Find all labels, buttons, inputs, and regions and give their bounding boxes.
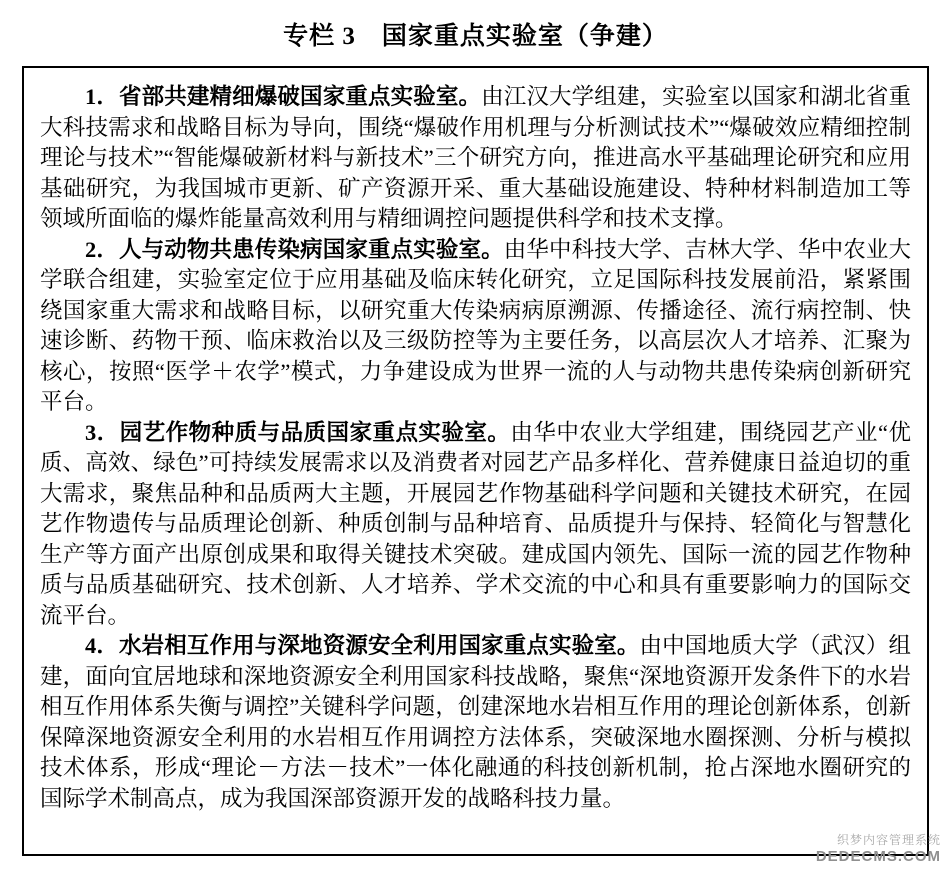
paragraph-3: [40, 418, 911, 632]
paragraph-2-number: 2．: [85, 236, 120, 262]
paragraph-1-body: 由江汉大学组建，实验室以国家和湖北省重大科技需求和战略目标为导向，围绕“爆破作用机理与分析测试技术”“爆破效应精细控制理论与技术”“智能爆破新材料与新技术”三个研究方向，推进高水平基础理论研究和应用基础研究，为我国城市更新、矿产资源开采、重大基础设施建设、特种材料制造加工等领域所面临的爆炸能量高效利用与精细调控问题提供科学和技术支撑。: [40, 84, 911, 231]
paragraph-2-lead: 人与动物共患传染病国家重点实验室。: [119, 236, 504, 262]
paragraph-2-body: 由华中科技大学、吉林大学、华中农业大学联合组建，实验室定位于应用基础及临床转化研究，立足国际科技发展前沿，紧紧围绕国家重大需求和战略目标，以研究重大传染病病原溯源、传播途径、流行病控制、快速诊断、药物干预、临床救治以及三级防控等为主要任务，以高层次人才培养、汇聚为核心，按照“医学＋农学”模式，力争建设成为世界一流的人与动物共患传染病创新研究平台。: [40, 236, 911, 414]
paragraph-3-body: 由华中农业大学组建，围绕园艺产业“优质、高效、绿色”可持续发展需求以及消费者对园艺产品多样化、营养健康日益迫切的重大需求，聚焦品种和品质两大主题，开展园艺作物基础科学问题和关键技术研究，在园艺作物遗传与品质理论创新、种质创制与品种培育、品质提升与保持、轻简化与智慧化生产等方面产出原创成果和取得关键技术突破。建成国内领先、国际一流的园艺作物种质与品质基础研究、技术创新、人才培养、学术交流的中心和具有重要影响力的国际交流平台。: [40, 419, 911, 628]
paragraph-1-number: 1．: [85, 84, 120, 109]
paragraph-1-lead: 省部共建精细爆破国家重点实验室。: [119, 84, 482, 109]
watermark: [816, 834, 941, 865]
page-title: 专栏 3 国家重点实验室（争建）: [283, 23, 668, 50]
watermark-line-1: 织梦内容管理系统: [836, 832, 941, 847]
paragraph-4-body: 由中国地质大学（武汉）组建，面向宜居地球和深地资源安全利用国家科技战略，聚焦“深地资源开发条件下的水岩相互作用体系失衡与调控”关键科学问题，创建深地水岩相互作用的理论创新体系，创新保障深地资源安全利用的水岩相互作用调控方法体系，突破深地水圈探测、分析与模拟技术体系，形成“理论－方法－技术”一体化融通的科技创新机制，抢占深地水圈研究的国际学术制高点，成为我国深部资源开发的战略科技力量。: [40, 633, 911, 811]
paragraph-2: [40, 235, 911, 418]
paragraph-1: [40, 82, 911, 235]
paragraph-4: [40, 631, 911, 814]
paragraph-3-lead: 园艺作物种质与品质国家重点实验室。: [119, 419, 511, 445]
watermark-line-2: DEDECMS.COM: [815, 847, 941, 865]
paragraph-3-number: 3．: [85, 419, 120, 445]
paragraph-4-lead: 水岩相互作用与深地资源安全利用国家重点实验室。: [119, 633, 640, 658]
content-box: [22, 66, 929, 856]
paragraph-4-number: 4．: [85, 633, 120, 658]
